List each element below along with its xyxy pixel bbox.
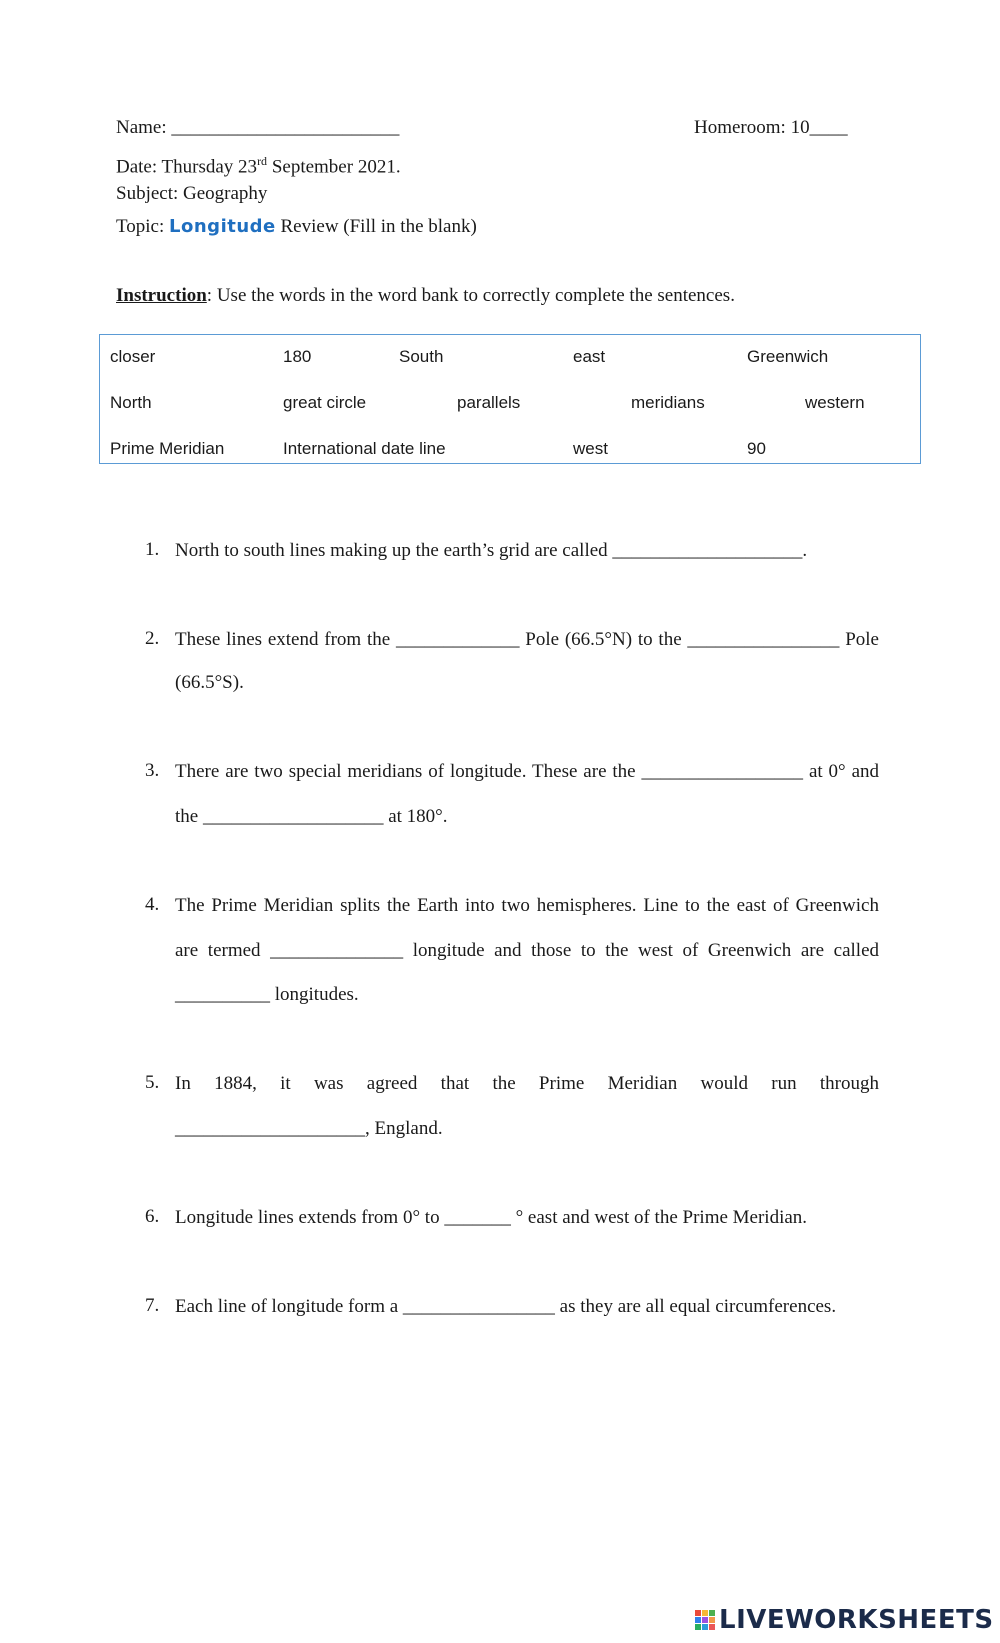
logo-text: LIVEWORKSHEETS [719,1605,994,1635]
logo-square [709,1624,715,1630]
question-4-text-line1: The Prime Meridian splits the Earth into two hemispheres. Line to the east of Greenwich [175,895,879,916]
word-bank-word: 180 [283,347,312,366]
topic-line [116,215,477,239]
logo-square [695,1624,701,1630]
date-superscript: rd [257,154,268,168]
word-bank-word: 90 [747,439,766,458]
logo-grid-icon [695,1610,715,1630]
word-bank-word: great circle [283,393,367,412]
question-5-text-line2: ____________________, England. [175,1118,443,1139]
question-3-text-line2: the ___________________ at 180°. [175,806,448,827]
logo-square [709,1617,715,1623]
instruction-line [116,284,735,308]
logo-square [709,1610,715,1616]
word-bank-word: east [573,347,606,366]
question-6-text: Longitude lines extends from 0° to _______ ° east and west of the Prime Meridian. [175,1207,808,1228]
topic-prefix: Topic: [116,216,170,237]
logo-square [702,1610,708,1616]
date-suffix: September 2021. [267,156,401,178]
logo-square [695,1617,701,1623]
name-field-label: Name: ________________________ [116,117,400,138]
logo-square [702,1624,708,1630]
word-bank-word: closer [110,347,156,366]
question-number: 1. [145,539,160,560]
question-4-text-line3: __________ longitudes. [175,984,359,1005]
word-bank-word: South [399,347,444,366]
word-bank-word: Greenwich [747,347,829,366]
word-bank [99,334,921,464]
logo-square [695,1610,701,1616]
subject-line: Subject: Geography [116,183,268,204]
word-bank-word: parallels [457,393,521,412]
homeroom-field-label: Homeroom: 10____ [694,117,848,138]
word-bank-word: western [805,393,865,412]
word-bank-word: meridians [631,393,705,412]
question-number: 6. [145,1206,160,1227]
question-number: 4. [145,894,160,915]
topic-suffix: Review (Fill in the blank) [275,216,477,237]
question-number: 7. [145,1295,160,1316]
word-bank-word: west [573,439,608,458]
word-bank-word: Prime Meridian [110,439,225,458]
question-4-text-line2: are termed ______________ longitude and those to the west of Greenwich are called [175,940,879,961]
question-7-text: Each line of longitude form a ________________ as they are all equal circumferences. [175,1296,837,1317]
question-number: 2. [145,628,160,649]
question-5-text-line1: In 1884, it was agreed that the Prime Meridian would run through [175,1073,879,1094]
question-3-text-line1: There are two special meridians of longitude. These are the _________________ at 0° and [175,761,879,782]
instruction-text: : Use the words in the word bank to correctly complete the sentences. [206,285,735,306]
question-1-text: North to south lines making up the earth’s grid are called ____________________. [175,540,808,561]
question-2-text-line1: These lines extend from the _____________ Pole (66.5°N) to the ________________ Pole [175,629,879,650]
question-number: 3. [145,760,160,781]
date-line [116,149,401,179]
logo-square [702,1617,708,1623]
liveworksheets-logo [695,1604,994,1636]
word-bank-word: North [110,393,152,412]
date-prefix: Date: Thursday 23 [116,156,258,178]
word-bank-word: International date line [283,439,446,458]
instruction-label: Instruction [116,285,207,306]
question-2-text-line2: (66.5°S). [175,672,244,693]
topic-word: Longitude [169,216,276,237]
question-number: 5. [145,1072,160,1093]
